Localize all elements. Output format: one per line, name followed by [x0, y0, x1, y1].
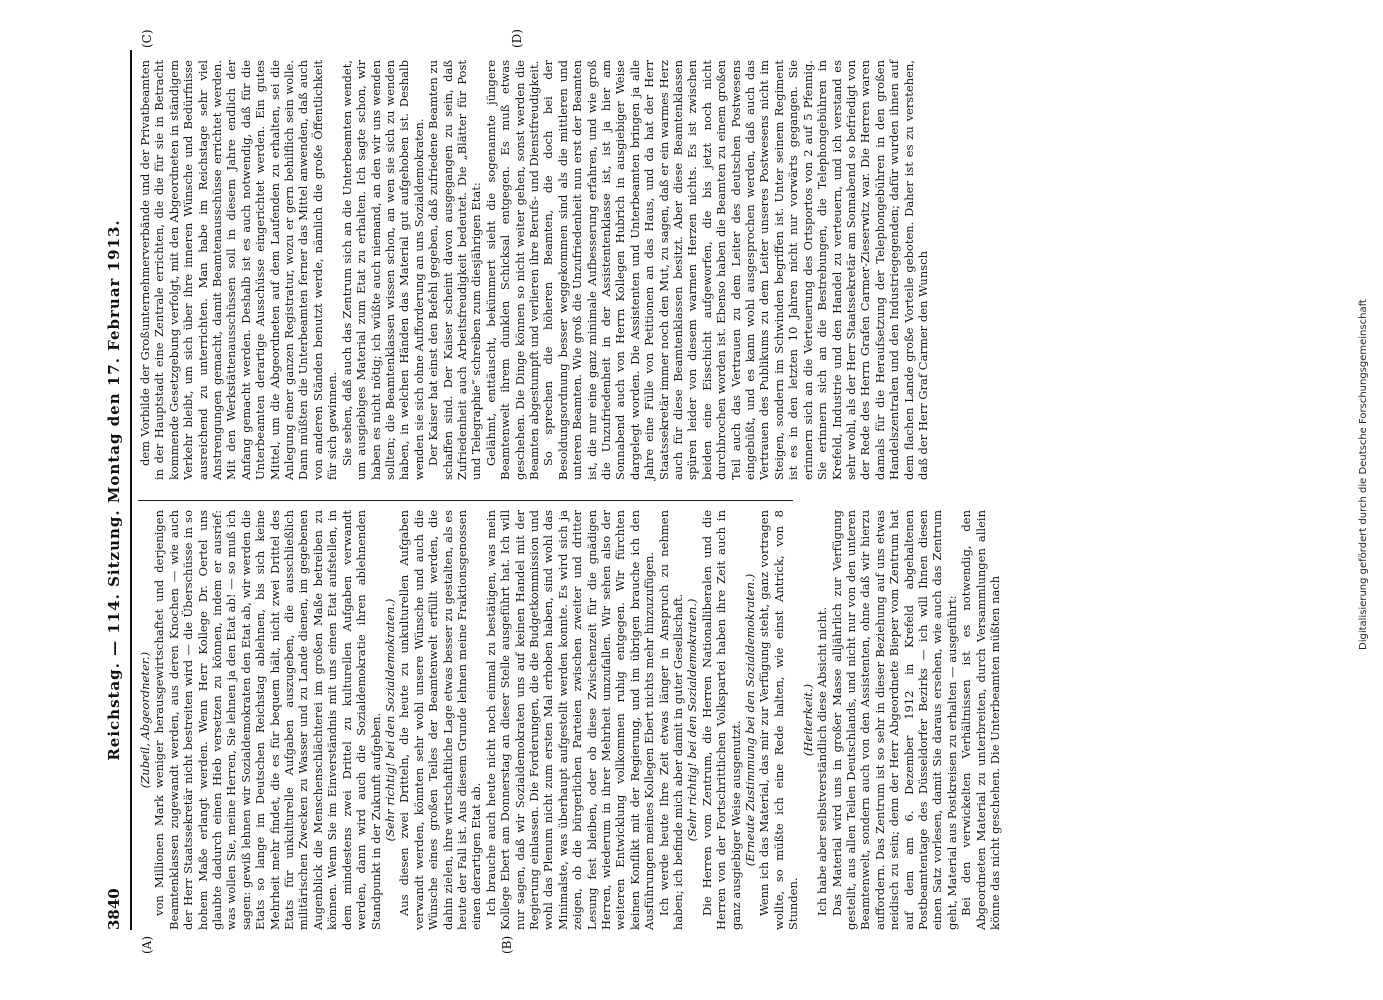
interjection: (Sehr richtig! bei den Sozialdemokraten.) [685, 598, 700, 842]
paragraph: Das Material wird uns in großer Masse alljährlich zur Verfügung gestellt, aus allen Teilen Deutschlands, und nicht nur von den unteren Beamtenwelt, sondern auch von den Assistenten, ohne daß wir hierzu auffordern. Das Zentrum ist so sehr in dieser Beziehung auf uns etwas neidisch zu sein; denn der Herr Abgeordnete Bieper vom Zentrum hat auf dem am 6. Dezember 1912 in Krefeld abgehaltenen Postbeamtentage des Düsseldorfer Bezirks — ich will Ihnen diesen einen Satz vorlesen, damit Sie daraus ersehen, wie auch das Zentrum geht, Material aus Postkreisen zu erhalten — ausgeführt: [829, 510, 959, 930]
dfg-credit [1358, 10, 1372, 910]
margin-marker-d: (D) [510, 29, 524, 48]
margin-marker-b: (B) [500, 935, 514, 954]
column-divider [138, 500, 793, 501]
left-column [138, 510, 1002, 930]
document-page [40, 0, 1340, 1000]
page-number: 3840 [105, 888, 123, 930]
interjection: (Heiterkeit.) [800, 683, 815, 757]
page-header [100, 50, 132, 930]
right-column [138, 60, 930, 480]
paragraph: Wenn ich das Material, das mir zur Verfügung steht, ganz vortragen wollte, so müßte ich eine Rede halten, wie einst Antrick, von 8 Stunden. [757, 510, 801, 930]
interjection: (Sehr richtig! bei den Sozialdemokraten.) [382, 598, 397, 842]
paragraph: von Millionen Mark weniger herausgewirtschaftet und derjenigen Beamtenklassen zugewandt werden, aus deren Knochen — wie auch der Herr Staatssekretär nicht bestreiten wird — die Überschüsse in so hohem Maße erlangt werden. Wenn Herr Kollege Dr. Oertel uns glaubte dadurch einen Hieb versetzen zu können, indem er ausrief: was wollen Sie, meine Herren, Sie lehnen ja den Etat ab! — so muß ich sagen: gewiß lehnen wir Sozialdemokraten den Etat ab, wir werden die Etats so lange im Deutschen Reichstag ablehnen, bis sich keine Mehrheit mehr findet, die es für bequem hält, nicht zwei Drittel des Etats für unkulturelle Aufgaben auszugeben, die ausschließlich militärischen Zwecken zu Wasser und zu Lande dienen, im gegebenen Augenblick die Menschenschlächterei im großen Maße betreiben zu können. Wenn Sie im Einverständnis mit uns einen Etat aufstellen, in dem mindestens zwei Drittel zu kulturellen Aufgaben verwandt werden, dann wird auch die Sozialdemokratie ihren ablehnenden Standpunkt in der Zukunft aufgeben. [152, 510, 383, 930]
paragraph: Der Kaiser hat einst den Befehl gegeben, daß zufriedene Beamten zu schaffen sind. Der Kaiser scheint davon ausgegangen zu sein, daß Zufriedenheit auch Arbeitsfreudigkeit bedeutet. Die „Blätter für Post und Telegraphie“ schreiben zum diesjährigen Etat: [426, 60, 484, 480]
speaker-note: (Zubeil, Abgeordneter.) [138, 651, 152, 789]
quotation: Bei den verwickelten Verhältnissen ist es notwendig, den Abgeordneten Material zu unterbreiten, durch Versammlungen allein könne das nicht geschehen. Die Unterbeamten müßten nach [959, 510, 1002, 930]
paragraph: Die Herren vom Zentrum, die Herren Nationalliberalen und die Herren von der Fortschrittlichen Volkspartei haben ihre Zeit auch in ganz ausgiebiger Weise ausgenutzt. [699, 510, 743, 930]
paragraph: Ich habe aber selbstverständlich diese Absicht nicht. [815, 606, 830, 916]
paragraph: Ich brauche auch heute nicht noch einmal zu bestätigen, was mein Kollege Ebert am Donnerstag an dieser Stelle ausgeführt hat. Ich will nur sagen, daß wir Sozialdemokraten uns auf keinen Handel mit der Regierung einlassen. Die Forderungen, die die Budgetkommission und wohl das Plenum nicht zum ersten Mal erhoben haben, sind wohl das Minimalste, was überhaupt aufgestellt werden konnte. Es wird sich ja zeigen, ob die bürgerlichen Parteien zwischen zweiter und dritter Lesung fest bleiben, oder ob diese Zwischenzeit für die gnädigen Herren, wiederum in ihrer Mehrheit umzufallen. Wir sehen also der weiteren Entwicklung vollkommen ruhig entgegen. Wir fürchten keinen Konflikt mit der Regierung, und im übrigen brauche ich den Ausführungen meines Kollegen Ebert nichts mehr hinzuzufügen. [483, 510, 657, 930]
margin-marker-c: (C) [140, 29, 154, 48]
quotation: dem Vorbilde der Großunternehmerverbände und der Privatbeamten in der Hauptstadt eine Zentrale errichten, die die für sie in Betracht kommende Gesetzgebung verfolgt, mit den Abgeordneten in ständigem Verkehr bleibt, um sich über ihre inneren Wünsche und Bedürfnisse ausreichend zu unterrichten. Man habe im Reichstage sehr viel Anstrengungen gemacht, damit Beamtenausschüsse errichtet werden. Mit den Werkstättenausschüssen soll in diesem Jahre endlich der Anfang gemacht werden. Deshalb ist es auch notwendig, daß für die Unterbeamten derartige Ausschüsse eingerichtet werden. Ein gutes Mittel, um die Abgeordneten auf dem Laufenden zu erhalten, sei die Anlegung einer ganzen Registratur, wozu er gern behilflich sein wolle. Dann müßten die Unterbeamten ferner das Mittel anwenden, daß auch von anderen Ständen benutzt werde, nämlich die große Öffentlichkeit für sich gewinnen. [138, 60, 340, 480]
margin-marker-a: (A) [140, 935, 154, 954]
dfg-credit-text: Digitalisierung gefördert durch die Deutsche Forschungsgemeinschaft [1358, 299, 1369, 650]
paragraph: Aus diesen zwei Dritteln, die heute zu unkulturellen Aufgaben verwandt werden, könnten sehr wohl unsere Wünsche und auch die Wünsche eines großen Teiles der Beamtenwelt erfüllt werden, die dahin zielen, ihre wirtschaftliche Lage etwas besser zu gestalten, als es heute der Fall ist. Aus diesem Grunde lehnen meine Fraktionsgenossen einen derartigen Etat ab. [397, 510, 484, 930]
paragraph: Sie sehen, daß auch das Zentrum sich an die Unterbeamten wendet, um ausgiebiges Material zum Etat zu erhalten. Ich sagte schon, wir haben es nicht nötig; ich wüßte auch niemand, an den wir uns wenden sollten; die Beamtenklassen wissen schon, an wen sie sich zu wenden haben, in welchen Händen das Material gut aufgehoben ist. Deshalb wenden sie sich ohne Aufforderung an uns Sozialdemokraten. [339, 60, 426, 480]
quotation: Gelähmt, enttäuscht, bekümmert sieht die sogenannte jüngere Beamtenwelt ihrem dunklen Schicksal entgegen. Es muß etwas geschehen. Die Dinge können so nicht weiter gehen, sonst werden die Beamten abgestumpft und verlieren ihre Berufs- und Dienstfreudigkeit. [483, 60, 541, 480]
interjection: (Erneute Zustimmung bei den Sozialdemokraten.) [743, 573, 758, 867]
page-title: Reichstag. — 114. Sitzung. Montag den 17. Februar 1913. [105, 219, 123, 761]
paragraph: Ich werde heute Ihre Zeit etwas länger in Anspruch zu nehmen haben; ich befinde mich aber damit in guter Gesellschaft. [656, 510, 686, 930]
paragraph: So sprechen die höheren Beamten, die doch bei der Besoldungsordnung besser weggekommen sind als die mittleren und unteren Beamten. Wie groß die Unzufriedenheit nun erst der Beamten ist, die nur eine ganz minimale Aufbesserung erfahren, und wie groß die Unzufriedenheit in der Assistentenklasse ist, ist ja hier am Sonnabend auch von Herrn Kollegen Hubrich in ausgiebiger Weise dargelegt worden. Die Assistenten und Unterbeamten bringen ja alle Jahre eine Fülle von Petitionen an das Haus, und da hat der Herr Staatssekretär immer noch den Mut, zu sagen, daß er ein warmes Herz auch für diese Beamtenklassen besitzt. Aber diese Beamtenklassen spüren leider von diesem warmen Herzen nichts. Es ist zwischen beiden eine Eisschicht aufgeworfen, die bis jetzt noch nicht durchbrochen worden ist. Ebenso haben die Beamten zu einem großen Teil auch das Vertrauen zu dem Leiter des deutschen Postwesens eingebüßt, und es kann wohl ausgesprochen werden, daß auch das Vertrauen des Publikums zu dem Leiter unseres Postwesens nicht im Steigen, sondern im Schwinden begriffen ist. Unter seinem Regiment ist es in den letzten 10 Jahren nicht nur vorwärts gegangen. Sie erinnern sich an die Verteuerung des Ortsportos von 2 auf 5 Pfennig. Sie erinnern sich an die Bestrebungen, die Telephongebühren in Krefeld, Industrie und den Handel zu verteuern, und ich verstand es sehr wohl, als der Herr Staatssekretär am Sonnabend so befriedigt von der Rede des Herrn Grafen Carmer-Zieserwitz war. Die Herren waren damals für die Heraufsetzung der Telephongebühren in den großen Handelszentralen und den Industriegegenden; dafür wurden ihnen auf dem flachen Lande große Vorteile geboten. Daher ist es zu verstehen, daß der Herr Graf Carmer den Wunsch [541, 60, 930, 480]
